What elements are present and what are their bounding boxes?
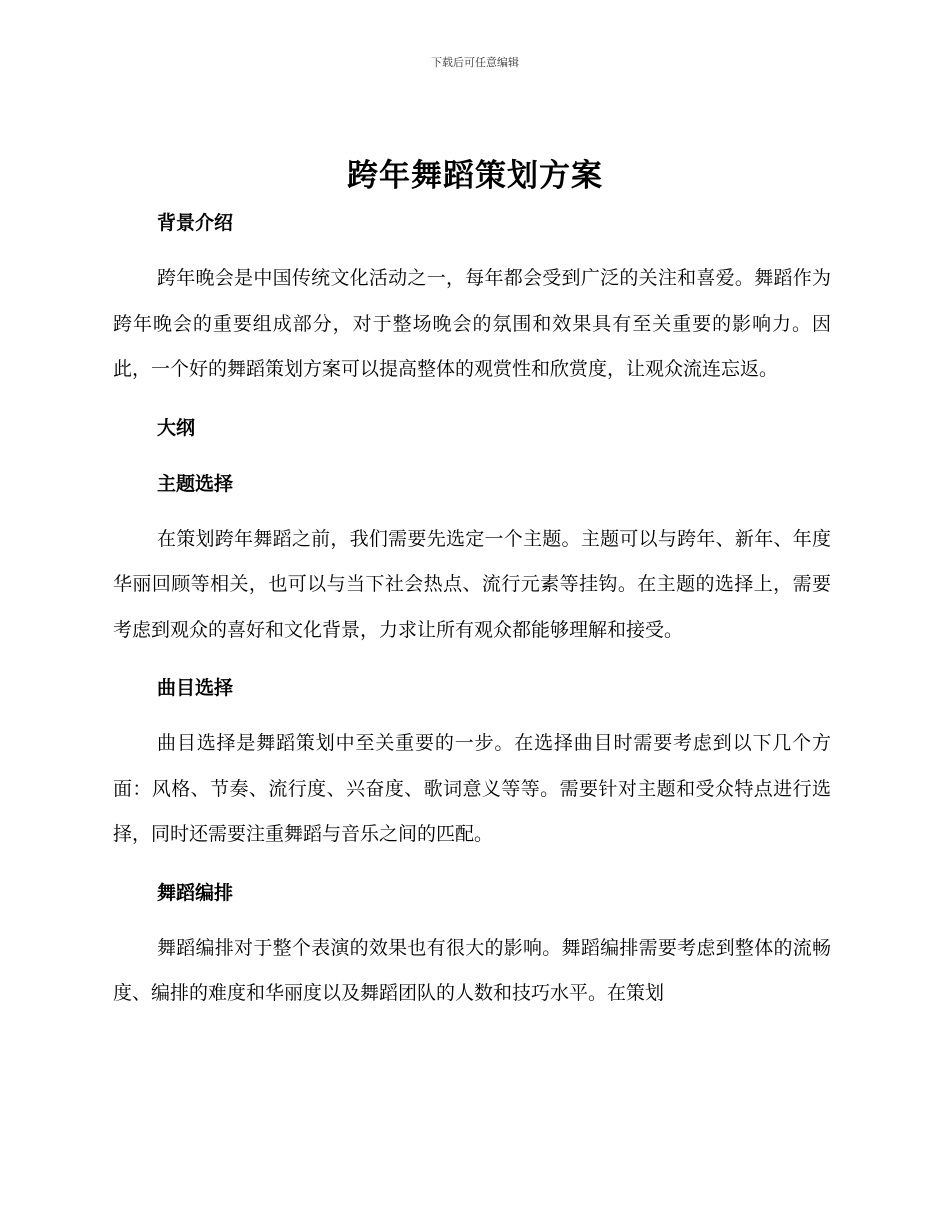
document-title: 跨年舞蹈策划方案 — [347, 158, 603, 194]
section-paragraph-choreography: 舞蹈编排对于整个表演的效果也有很大的影响。舞蹈编排需要考虑到整体的流畅度、编排的难度和华丽度以及舞蹈团队的人数和技巧水平。在策划 — [113, 936, 831, 1004]
section-heading-choreography: 舞蹈编排 — [157, 881, 234, 904]
section-paragraph-theme: 在策划跨年舞蹈之前，我们需要先选定一个主题。主题可以与跨年、新年、年度华丽回顾等相关，也可以与当下社会热点、流行元素等挂钩。在主题的选择上，需要考虑到观众的喜好和文化背景，力求让所有观众都能够理解和接受。 — [113, 527, 831, 641]
document-body — [113, 200, 831, 1017]
section-heading-theme: 主题选择 — [157, 472, 234, 495]
section-heading-background: 背景介绍 — [157, 212, 234, 234]
section-paragraph-music: 曲目选择是舞蹈策划中至关重要的一步。在选择曲目时需要考虑到以下几个方面：风格、节奏、流行度、兴奋度、歌词意义等等。需要针对主题和受众特点进行选择，同时还需要注重舞蹈与音乐之间的匹配。 — [113, 732, 831, 845]
section-paragraph-background: 跨年晚会是中国传统文化活动之一，每年都会受到广泛的关注和喜爱。舞蹈作为跨年晚会的重要组成部分，对于整场晚会的氛围和效果具有至关重要的影响力。因此，一个好的舞蹈策划方案可以提高整体的观赏性和欣赏度，让观众流连忘返。 — [113, 267, 831, 380]
page-header-note: 下载后可任意编辑 — [431, 56, 519, 69]
section-heading-music: 曲目选择 — [157, 677, 234, 699]
section-heading-outline: 大纲 — [157, 416, 196, 439]
